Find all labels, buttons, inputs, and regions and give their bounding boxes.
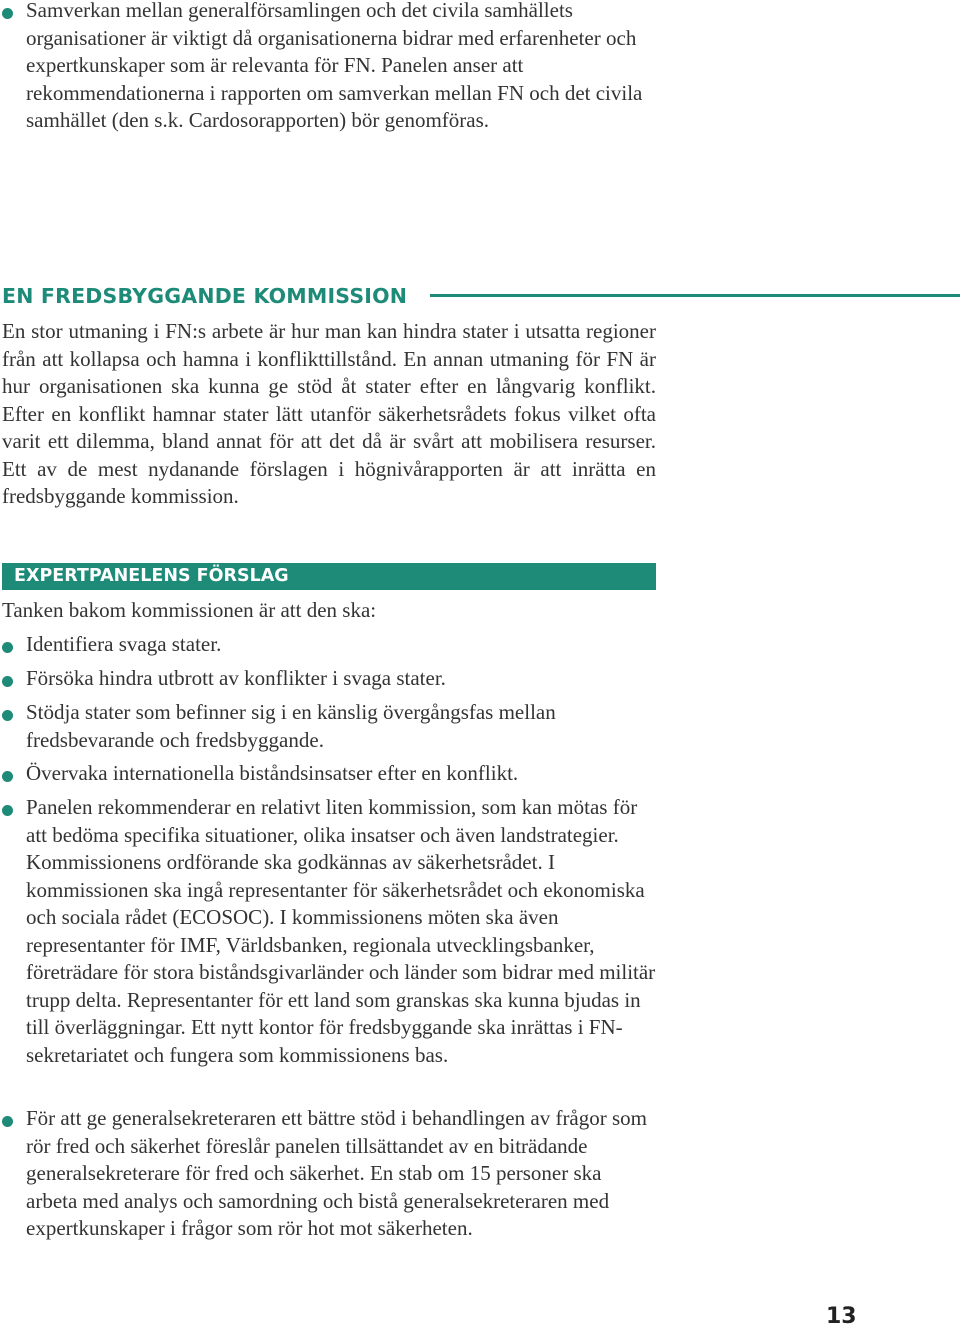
bullet-dot-icon	[2, 710, 13, 721]
panel-box-intro: Tanken bakom kommissionen är att den ska:	[2, 598, 377, 622]
section-paragraph: En stor utmaning i FN:s arbete är hur man kan hindra stater i utsatta regioner från att kollapsa och hamna i konflikttillstånd. En annan utmaning för FN är hur organisationen ska kunna ge stöd åt stater efter en långvarig konflikt. Efter en konflikt hamnar stater lätt utanför säkerhetsrådets fokus vilket ofta varit ett dilemma, bland annat för att det då är svårt att mobilisera resurser. Ett av de mest nydanande förslagen i högnivårapporten är att inrätta en fredsbyggande kommission.	[2, 319, 656, 508]
bullet-dot-icon	[2, 805, 13, 816]
bullet-dot-icon	[2, 771, 13, 782]
panel-list-item-text: För att ge generalsekreteraren ett bättre stöd i behandlingen av frågor som rör fred och säkerhet föreslår panelen tillsättandet av en biträdande generalsekreterare för fred och säkerhet. En stab om 15 personer ska arbeta med analys och samordning och bistå generalsekreteraren med expertkunskaper i frågor som rör hot mot säkerheten.	[26, 1106, 648, 1240]
bullet-dot-icon	[2, 8, 13, 19]
intro-bullet-text: Samverkan mellan generalförsamlingen och det civila samhällets organisationer är viktigt då organisationerna bidrar med erfarenheter och expertkunskaper som är relevanta för FN. Panelen anser att rekommendationerna i rapporten om samverkan mellan FN och det civila samhället (den s.k. Cardosorapporten) bör genomföras.	[26, 0, 643, 132]
bullet-dot-icon	[2, 676, 13, 687]
section-heading: EN FREDSBYGGANDE KOMMISSION	[2, 284, 408, 308]
page-number: 13	[826, 1304, 857, 1329]
panel-box-heading-bar	[2, 563, 656, 590]
panel-list-item-text: Stödja stater som befinner sig i en känslig övergångsfas mellan fredsbevarande och fredsbyggande.	[26, 700, 556, 752]
panel-list-item-text: Övervaka internationella biståndsinsatser efter en konflikt.	[26, 761, 519, 785]
panel-box-heading: EXPERTPANELENS FÖRSLAG	[14, 566, 289, 586]
bullet-dot-icon	[2, 642, 13, 653]
panel-list-item-text: Försöka hindra utbrott av konflikter i svaga stater.	[26, 666, 446, 690]
panel-list-item-text: Panelen rekommenderar en relativt liten kommission, som kan mötas för att bedöma specifika situationer, olika insatser och även landstrategier. Kommissionens ordförande ska godkännas av säkerhetsrådet. I kommissionen ska ingå representanter för säkerhetsrådet och ekonomiska och sociala rådet (ECOSOC). I kommissionens möten ska även representanter för IMF, Världsbanken, regionala utvecklingsbanker, företrädare för stora biståndsgivarländer och länder som bidrar med militär trupp delta. Representanter för ett land som granskas ska kunna bjudas in till överläggningar. Ett nytt kontor för fredsbyggande ska inrättas i FN-sekretariatet och fungera som kommissionens bas.	[26, 795, 656, 1067]
section-heading-rule	[430, 294, 960, 297]
panel-list-item-text: Identifiera svaga stater.	[26, 632, 222, 656]
bullet-dot-icon	[2, 1116, 13, 1127]
